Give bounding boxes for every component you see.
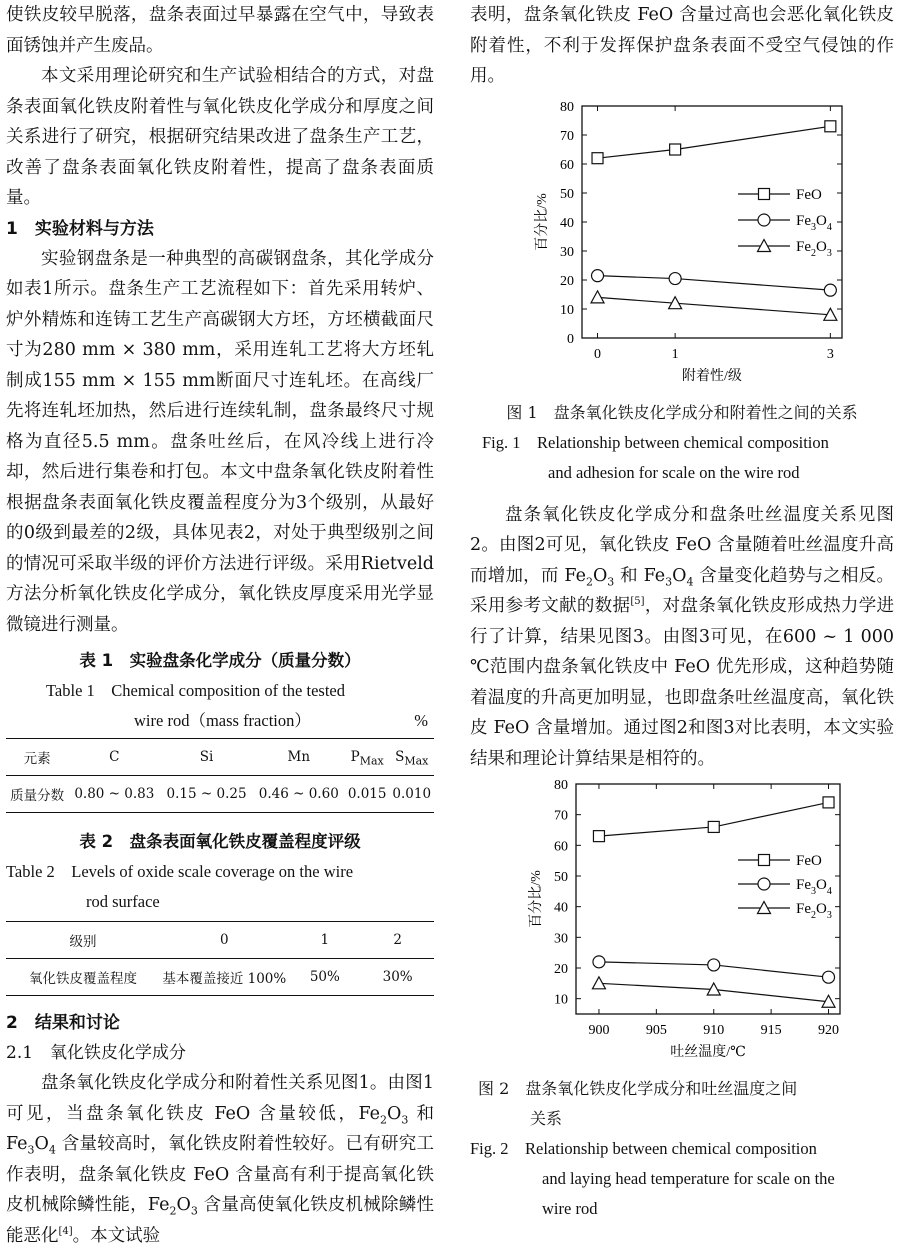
y-axis-label: 百分比/% <box>535 192 550 251</box>
legend-label: $Fe_3O_4$ <box>796 877 832 897</box>
y-tick-label: 60 <box>554 839 568 855</box>
y-tick-label: 20 <box>560 273 574 289</box>
data-point-FeO <box>670 144 681 155</box>
table-2-caption-en-2: rod surface <box>86 892 160 911</box>
legend-marker <box>758 214 770 226</box>
y-tick-label: 70 <box>554 808 568 824</box>
figure-2-caption-en: Fig. 2 Relationship between chemical composition <box>470 1139 817 1158</box>
table-cell: 50% <box>288 959 361 996</box>
table-2-header-row <box>6 922 434 959</box>
table-cell: 0.15 ~ 0.25 <box>160 776 252 813</box>
series-line-FeO <box>598 126 831 158</box>
legend-label: FeO <box>796 186 822 203</box>
x-axis-label: 附着性/级 <box>682 368 742 384</box>
data-point-Fe3O4 <box>824 284 836 296</box>
table-1-header: C <box>68 739 160 776</box>
data-point-Fe3O4 <box>823 971 835 983</box>
table-1-header-row <box>6 739 434 776</box>
table-2-caption-en: Table 2 Levels of oxide scale coverage on the wire <box>6 862 354 881</box>
data-point-Fe3O4 <box>708 959 720 971</box>
paragraph-intro: 本文采用理论研究和生产试验相结合的方式，对盘条表面氧化铁皮附着性与氧化铁皮化学成分和厚度之间关系进行了研究，根据研究结果改进了盘条生产工艺，改善了盘条表面氧化铁皮附着性，提高了盘条表面质量。 <box>6 66 434 208</box>
table-1-header: Si <box>160 739 252 776</box>
figure-1-caption: 图 1 盘条氧化铁皮化学成分和附着性之间的关系 <box>506 402 858 422</box>
paragraph-figure-2: 盘条氧化铁皮化学成分和盘条吐丝温度关系见图2。由图2可见，氧化铁皮 FeO 含量随着吐丝温度升高而增加，而 $Fe_2O_3$ 和 $Fe_3O_4$ 含量变化趋势与之相反。采用参考文献的数据[5]，对盘条氧化铁皮形成热力学进行了计算，结果见图3。由图3可见，在600 ~ 1 000 ℃范围内盘条氧化铁皮中 FeO 优先形成，这种趋势随着温度的升高更加明显，也即盘条吐丝温度高，氧化铁皮 FeO 含量增加。通过图2和图3对比表明，本文实验结果和理论计算结果是相符的。 <box>470 504 895 769</box>
table-1-caption-en-line2: wire rod（mass fraction） <box>134 711 311 730</box>
plot-frame <box>576 784 840 1014</box>
y-tick-label: 60 <box>560 157 574 173</box>
x-tick-label: 920 <box>818 1023 840 1038</box>
x-tick-label: 1 <box>671 346 679 362</box>
left-column <box>6 0 434 1251</box>
table-cell: 0.80 ~ 0.83 <box>68 776 160 813</box>
y-axis-label: 百分比/% <box>529 870 544 928</box>
table-1-header: Mn <box>253 739 345 776</box>
data-point-FeO <box>823 797 834 808</box>
table-cell: 基本覆盖接近 100% <box>160 959 288 996</box>
y-tick-label: 50 <box>560 186 574 202</box>
data-point-FeO <box>708 821 719 832</box>
x-tick-label: 905 <box>645 1023 667 1038</box>
legend-marker <box>759 855 770 866</box>
data-point-Fe2O3 <box>592 977 605 989</box>
table-2-header: 2 <box>361 922 434 959</box>
table-1-header-p: $P_{Max}$ <box>345 739 390 776</box>
figure-2-caption-en-3: wire rod <box>542 1199 598 1218</box>
table-2-header: 1 <box>288 922 361 959</box>
y-tick-label: 50 <box>554 870 568 885</box>
table-2-header: 级别 <box>6 922 160 959</box>
right-column <box>470 0 894 1224</box>
data-point-Fe2O3 <box>591 290 604 302</box>
data-point-FeO <box>592 152 603 163</box>
legend-label: $Fe_3O_4$ <box>796 212 832 233</box>
y-tick-label: 80 <box>560 99 574 115</box>
data-point-Fe3O4 <box>592 269 604 281</box>
figure-1-caption-en: Fig. 1 Relationship between chemical composition <box>482 432 829 452</box>
y-tick-label: 80 <box>554 778 568 793</box>
data-point-FeO <box>825 120 836 131</box>
figure-2-chart <box>470 774 894 1074</box>
figure-2-caption-en-2: and laying head temperature for scale on the <box>542 1169 835 1188</box>
paragraph-method: 实验钢盘条是一种典型的高碳钢盘条，其化学成分如表1所示。盘条生产工艺流程如下：首先采用转炉、炉外精炼和连铸工艺生产高碳钢大方坯，方坯横截面尺寸为280 mm × 380 mm，采用连轧工艺将大方坯轧制成155 mm × 155 mm断面尺寸连轧坯。在高线厂先将连轧坯加热，然后进行连续轧制，盘条最终尺寸规格为直径5.5 mm。盘条吐丝后，在风冷线上进行冷却，然后进行集卷和打包。本文中盘条氧化铁皮附着性根据盘条表面氧化铁皮覆盖程度分为3个级别，从最好的0级到最差的2级，具体见表2，对处于典型级别之间的情况可采取半级的评价方法进行评级。采用Rietveld方法分析氧化铁皮化学成分，氧化铁皮厚度采用光学显微镜进行测量。 <box>6 248 434 635</box>
table-row <box>6 959 434 996</box>
figure-1-caption-en-2: and adhesion for scale on the wire rod <box>548 462 800 482</box>
table-row <box>6 776 434 813</box>
y-tick-label: 30 <box>554 931 568 947</box>
x-tick-label: 910 <box>703 1023 725 1038</box>
y-tick-label: 20 <box>554 962 568 977</box>
y-tick-label: 30 <box>560 244 574 260</box>
y-tick-label: 70 <box>560 128 574 144</box>
section-2-title: 2 结果和讨论 <box>6 1013 120 1033</box>
legend-marker <box>759 188 770 199</box>
paragraph-results: 盘条氧化铁皮化学成分和附着性关系见图1。由图1可见，当盘条氧化铁皮 FeO 含量较低，$Fe_2O_3$ 和 $Fe_3O_4$ 含量较高时，氧化铁皮附着性较好。已有研究工作表明，盘条氧化铁皮 FeO 含量高有利于提高氧化铁皮机械除鳞性能，$Fe_2O_3$ 含量高使氧化铁皮机械除鳞性能恶化[4]。本文试验 <box>6 1073 435 1246</box>
figure-2-caption: 图 2 盘条氧化铁皮化学成分和吐丝温度之间 <box>478 1079 798 1098</box>
figure-2-caption-2: 关系 <box>530 1109 563 1128</box>
y-tick-label: 40 <box>554 900 568 916</box>
table-cell: 氧化铁皮覆盖程度 <box>6 959 160 996</box>
table-cell: 0.46 ~ 0.60 <box>253 776 345 813</box>
x-tick-label: 915 <box>760 1023 782 1038</box>
table-cell: 质量分数 <box>6 776 68 813</box>
paragraph-intro-end: 使铁皮较早脱落，盘条表面过早暴露在空气中，导致表面锈蚀并产生废品。 <box>6 5 434 56</box>
x-tick-label: 0 <box>594 346 602 362</box>
table-1-header: 元素 <box>6 739 68 776</box>
table-1-caption-en-2 <box>6 706 434 736</box>
table-cell: 30% <box>361 959 434 996</box>
series-line-Fe2O3 <box>598 297 831 314</box>
data-point-Fe3O4 <box>669 272 681 284</box>
table-1-caption: 表 1 实验盘条化学成分（质量分数） <box>79 651 361 670</box>
table-2 <box>6 921 434 996</box>
data-point-Fe3O4 <box>593 956 605 968</box>
x-axis-label: 吐丝温度/℃ <box>670 1045 746 1060</box>
section-1-title: 1 实验材料与方法 <box>6 218 154 239</box>
x-tick-label: 900 <box>588 1023 610 1038</box>
series-line-Fe3O4 <box>598 275 831 290</box>
table-cell: 0.015 <box>345 776 390 813</box>
legend-label: $Fe_2O_3$ <box>796 901 832 921</box>
table-2-header: 0 <box>160 922 288 959</box>
paragraph-continued: 表明，盘条氧化铁皮 FeO 含量过高也会恶化氧化铁皮附着性，不利于发挥保护盘条表面不受空气侵蚀的作用。 <box>470 5 894 86</box>
table-cell: 0.010 <box>389 776 434 813</box>
legend-label: $Fe_2O_3$ <box>796 238 832 259</box>
figure-1-chart <box>470 92 894 398</box>
data-point-FeO <box>593 831 604 842</box>
x-tick-label: 3 <box>826 346 834 362</box>
y-tick-label: 40 <box>560 215 574 231</box>
y-tick-label: 10 <box>554 992 568 1008</box>
table-1-header-s: $S_{Max}$ <box>389 739 434 776</box>
section-2-1-title: 2.1 氧化铁皮化学成分 <box>6 1043 187 1063</box>
table-2-caption: 表 2 盘条表面氧化铁皮覆盖程度评级 <box>79 832 361 851</box>
table-1-unit: % <box>414 711 428 730</box>
legend-label: FeO <box>796 853 822 869</box>
table-1 <box>6 738 434 813</box>
table-1-caption-en: Table 1 Chemical composition of the tested <box>46 681 345 700</box>
y-tick-label: 0 <box>567 331 574 347</box>
legend-marker <box>758 878 770 890</box>
y-tick-label: 10 <box>560 302 574 318</box>
